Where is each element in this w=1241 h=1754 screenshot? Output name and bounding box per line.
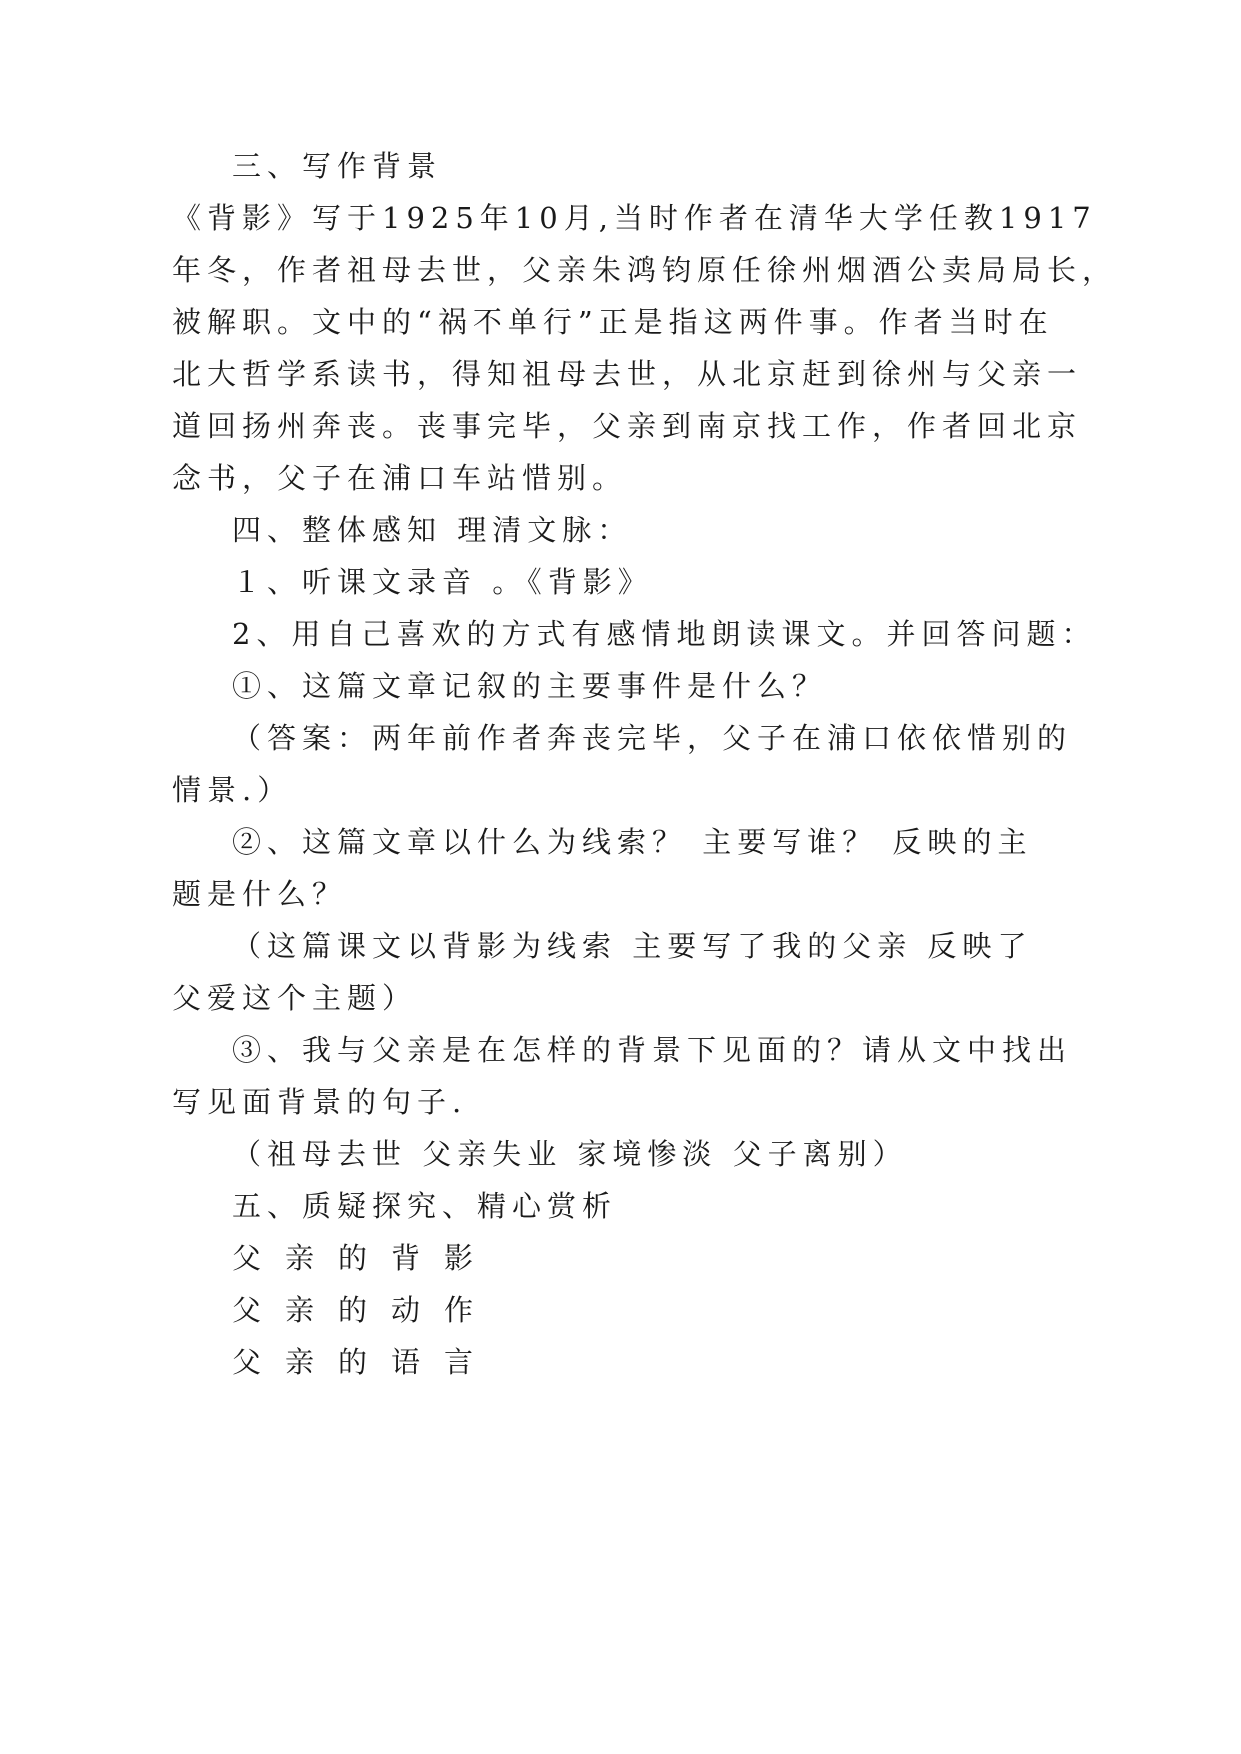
question-item: 题是什么？ bbox=[172, 877, 348, 911]
paragraph-line: 《背影》写于1925年10月,当时作者在清华大学任教1917 bbox=[172, 201, 1097, 235]
analysis-item: 父亲的背影 bbox=[232, 1241, 498, 1275]
section-heading-overall: 四、整体感知 理清文脉： bbox=[232, 513, 633, 547]
answer-line: 父爱这个主题） bbox=[172, 981, 418, 1015]
question-item: ③、我与父亲是在怎样的背景下见面的？请从文中找出 bbox=[232, 1033, 1073, 1067]
list-item: １、听课文录音 。《背影》 bbox=[232, 565, 653, 599]
analysis-item: 父亲的动作 bbox=[232, 1293, 498, 1327]
question-item: 写见面背景的句子. bbox=[172, 1085, 468, 1119]
paragraph-line: 北大哲学系读书，得知祖母去世，从北京赶到徐州与父亲一 bbox=[172, 357, 1083, 391]
question-item: ②、这篇文章以什么为线索？ 主要写谁？ 反映的主 bbox=[232, 825, 1033, 859]
analysis-item: 父亲的语言 bbox=[232, 1345, 498, 1379]
paragraph-line: 道回扬州奔丧。丧事完毕，父亲到南京找工作，作者回北京 bbox=[172, 409, 1083, 443]
section-heading-analysis: 五、质疑探究、精心赏析 bbox=[232, 1189, 618, 1223]
answer-line: （答案：两年前作者奔丧完毕，父子在浦口依依惜别的 bbox=[232, 721, 1073, 755]
paragraph-line: 年冬，作者祖母去世，父亲朱鸿钧原任徐州烟酒公卖局局长， bbox=[172, 253, 1118, 287]
answer-line: 情景.） bbox=[172, 773, 293, 807]
paragraph-line: 被解职。文中的“祸不单行”正是指这两件事。作者当时在 bbox=[172, 305, 1054, 339]
answer-line: （这篇课文以背影为线索 主要写了我的父亲 反映了 bbox=[232, 929, 1033, 963]
paragraph-line: 念书，父子在浦口车站惜别。 bbox=[172, 461, 628, 495]
list-item: 2、用自己喜欢的方式有感情地朗读课文。并回答问题： bbox=[232, 617, 1097, 651]
section-heading-writing-background: 三、写作背景 bbox=[232, 149, 443, 183]
question-item: ①、这篇文章记叙的主要事件是什么？ bbox=[232, 669, 828, 703]
answer-line: （祖母去世 父亲失业 家境惨淡 父子离别） bbox=[232, 1137, 908, 1171]
